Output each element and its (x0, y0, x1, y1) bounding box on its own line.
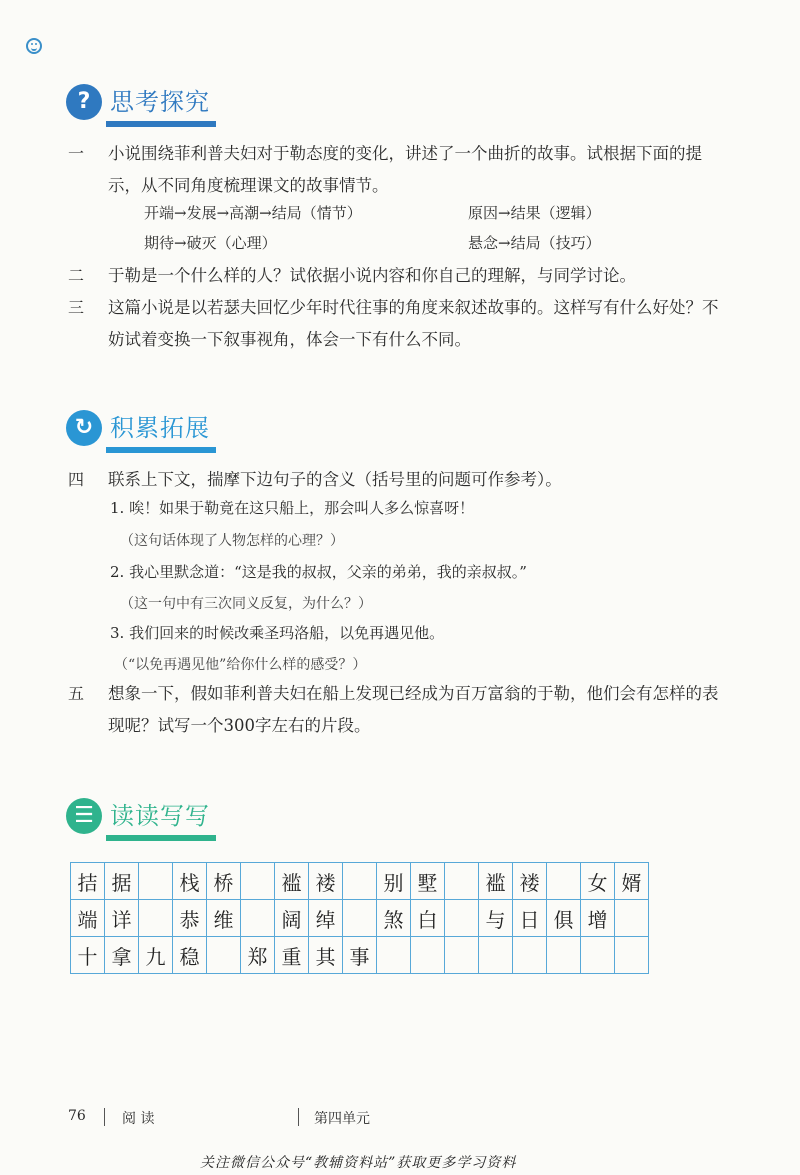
grid-cell: 其 (309, 937, 343, 974)
grid-cell: 褴 (275, 863, 309, 900)
grid-cell (411, 937, 445, 974)
question-text: 想象一下，假如菲利普夫妇在船上发现已经成为百万富翁的于勒，他们会有怎样的表现呢？试写一个300字左右的片段。 (108, 684, 719, 735)
grid-cell: 婿 (615, 863, 649, 900)
section-title: 积累拓展 (110, 408, 210, 447)
sentence-1-hint: （这句话体现了人物怎样的心理？） (120, 533, 344, 549)
grid-cell: 拿 (105, 937, 139, 974)
grid-cell: 稳 (173, 937, 207, 974)
footer-divider (298, 1108, 299, 1126)
question-text: 于勒是一个什么样的人？试依据小说内容和你自己的理解，与同学讨论。 (108, 266, 636, 285)
grid-cell: 绰 (309, 900, 343, 937)
sentence-1: 1. 唉！如果于勒竟在这只船上，那会叫人多么惊喜呀！ (110, 499, 475, 517)
question-text: 联系上下文，揣摩下边句子的含义（括号里的问题可作参考）。 (108, 470, 562, 489)
grid-cell: 事 (343, 937, 377, 974)
vocabulary-grid (70, 862, 649, 974)
footer-divider (104, 1108, 105, 1126)
grid-cell: 墅 (411, 863, 445, 900)
watermark: 关注微信公众号“教辅资料站”获取更多学习资料 (200, 1155, 517, 1171)
grid-cell (445, 863, 479, 900)
question-text: 小说围绕菲利普夫妇对于勒态度的变化，讲述了一个曲折的故事。试根据下面的提示，从不同角度梳理课文的故事情节。 (108, 144, 702, 195)
question-number: 一 (68, 144, 85, 163)
grid-cell: 日 (513, 900, 547, 937)
grid-cell (377, 937, 411, 974)
question-number: 五 (68, 684, 85, 703)
grid-cell: 与 (479, 900, 513, 937)
grid-cell (139, 900, 173, 937)
section-header-thinking (66, 82, 210, 121)
grid-cell (343, 900, 377, 937)
grid-cell: 栈 (173, 863, 207, 900)
section-header-expansion (66, 408, 210, 447)
question-number: 二 (68, 266, 85, 285)
grid-cell (581, 937, 615, 974)
grid-cell: 十 (71, 937, 105, 974)
section-header-read-write (66, 796, 210, 835)
footer-part: 阅 读 (122, 1111, 155, 1127)
grid-cell (547, 863, 581, 900)
grid-cell: 别 (377, 863, 411, 900)
smiley-icon (26, 38, 42, 54)
page-number: 76 (68, 1108, 86, 1124)
sentence-2: 2. 我心里默念道：“这是我的叔叔，父亲的弟弟，我的亲叔叔。” (110, 563, 527, 581)
sentence-2-hint: （这一句中有三次同义反复，为什么？） (120, 596, 372, 612)
grid-row (71, 863, 649, 900)
grid-row (71, 937, 649, 974)
question-icon: ? (66, 84, 102, 120)
grid-cell: 煞 (377, 900, 411, 937)
grid-cell: 阔 (275, 900, 309, 937)
sentence-3: 3. 我们回来的时候改乘圣玛洛船，以免再遇见他。 (110, 624, 445, 642)
question-text: 这篇小说是以若瑟夫回忆少年时代往事的角度来叙述故事的。这样写有什么好处？不妨试着变换一下叙事视角，体会一下有什么不同。 (108, 298, 719, 349)
grid-cell: 白 (411, 900, 445, 937)
hint-logic: 原因→结果（逻辑） (468, 204, 601, 222)
grid-cell (615, 937, 649, 974)
footer-unit: 第四单元 (314, 1111, 370, 1127)
grid-cell: 拮 (71, 863, 105, 900)
grid-cell: 桥 (207, 863, 241, 900)
hint-psychology: 期待→破灭（心理） (144, 234, 277, 252)
grid-cell: 详 (105, 900, 139, 937)
grid-cell: 女 (581, 863, 615, 900)
grid-cell (547, 937, 581, 974)
grid-cell (615, 900, 649, 937)
grid-cell: 褛 (309, 863, 343, 900)
grid-cell: 端 (71, 900, 105, 937)
hint-technique: 悬念→结局（技巧） (468, 234, 601, 252)
grid-cell (241, 900, 275, 937)
grid-cell: 维 (207, 900, 241, 937)
question-number: 四 (68, 470, 85, 489)
grid-cell: 褴 (479, 863, 513, 900)
grid-cell: 郑 (241, 937, 275, 974)
grid-cell (479, 937, 513, 974)
section-title: 思考探究 (110, 82, 210, 121)
grid-cell (207, 937, 241, 974)
grid-cell (513, 937, 547, 974)
grid-cell: 恭 (173, 900, 207, 937)
hint-plot: 开端→发展→高潮→结局（情节） (144, 204, 362, 222)
grid-cell: 九 (139, 937, 173, 974)
grid-cell (139, 863, 173, 900)
section-title: 读读写写 (110, 796, 210, 835)
grid-cell (445, 900, 479, 937)
grid-cell (445, 937, 479, 974)
grid-cell: 据 (105, 863, 139, 900)
refresh-icon: ↻ (66, 410, 102, 446)
grid-cell: 俱 (547, 900, 581, 937)
question-number: 三 (68, 298, 85, 317)
grid-cell: 增 (581, 900, 615, 937)
grid-cell: 褛 (513, 863, 547, 900)
grid-row (71, 900, 649, 937)
sentence-3-hint: （“以免再遇见他”给你什么样的感受？） (114, 657, 367, 673)
grid-cell: 重 (275, 937, 309, 974)
list-icon: ☰ (66, 798, 102, 834)
grid-cell (241, 863, 275, 900)
grid-cell (343, 863, 377, 900)
